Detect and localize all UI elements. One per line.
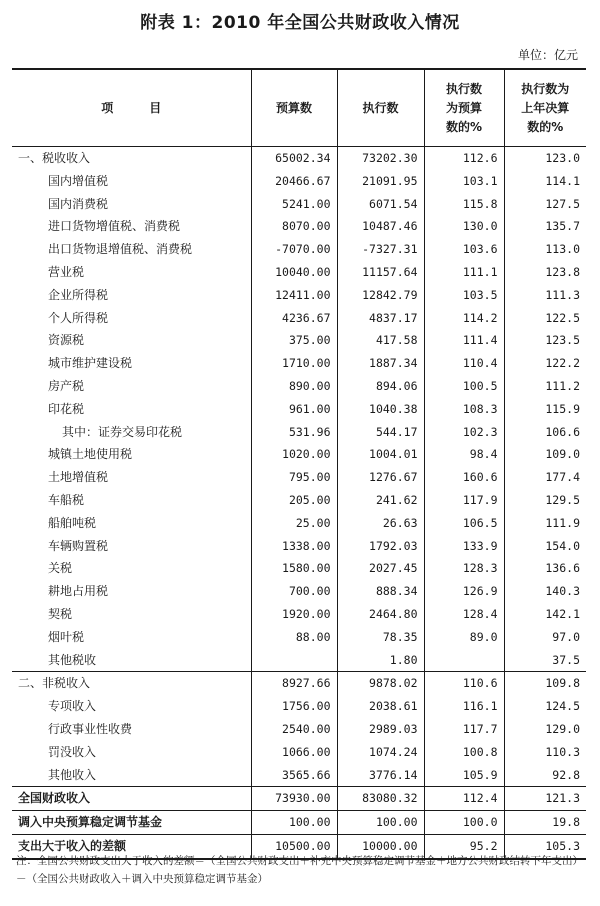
cell-budget: 795.00 <box>251 466 337 489</box>
table-row <box>12 718 586 741</box>
cell-budget: 531.96 <box>251 421 337 444</box>
row-label: 关税 <box>48 561 73 576</box>
table-row <box>12 238 586 261</box>
table-row <box>12 375 586 398</box>
cell-pct-budget: 100.0 <box>424 811 504 835</box>
table-row <box>12 170 586 193</box>
cell-pct-prev: 123.0 <box>504 147 586 170</box>
cell-pct-prev: 123.5 <box>504 329 586 352</box>
cell-pct-prev: 111.9 <box>504 512 586 535</box>
cell-pct-budget: 112.6 <box>424 147 504 170</box>
table-row <box>12 672 586 695</box>
cell-budget: 10500.00 <box>251 834 337 858</box>
header-pct-budget-line1: 执行数 <box>445 81 482 96</box>
cell-pct-budget: 98.4 <box>424 443 504 466</box>
table-row <box>12 741 586 764</box>
cell-pct-budget <box>424 649 504 672</box>
cell-pct-budget: 111.4 <box>424 329 504 352</box>
cell-budget: 1066.00 <box>251 741 337 764</box>
table-row <box>12 261 586 284</box>
table-row <box>12 787 586 811</box>
cell-pct-budget: 100.8 <box>424 741 504 764</box>
table-row <box>12 695 586 718</box>
cell-budget: 1338.00 <box>251 535 337 558</box>
cell-pct-prev: 106.6 <box>504 421 586 444</box>
cell-pct-prev: 136.6 <box>504 557 586 580</box>
cell-budget: 700.00 <box>251 580 337 603</box>
cell-pct-prev: 140.3 <box>504 580 586 603</box>
row-label: 车辆购置税 <box>48 538 109 553</box>
table-row <box>12 466 586 489</box>
cell-actual: 2027.45 <box>337 557 424 580</box>
cell-pct-budget: 115.8 <box>424 193 504 216</box>
cell-budget: 961.00 <box>251 398 337 421</box>
row-label: 城镇土地使用税 <box>48 447 133 462</box>
cell-actual: 9878.02 <box>337 672 424 695</box>
cell-actual: 1004.01 <box>337 443 424 466</box>
cell-pct-budget: 103.6 <box>424 238 504 261</box>
cell-actual: -7327.31 <box>337 238 424 261</box>
row-label: 出口货物退增值税、消费税 <box>48 242 193 257</box>
cell-pct-budget: 128.4 <box>424 603 504 626</box>
cell-pct-budget: 108.3 <box>424 398 504 421</box>
cell-pct-budget: 110.4 <box>424 352 504 375</box>
cell-budget: 88.00 <box>251 626 337 649</box>
cell-actual: 12842.79 <box>337 284 424 307</box>
cell-budget: 1020.00 <box>251 443 337 466</box>
table-row <box>12 649 586 672</box>
cell-pct-budget: 133.9 <box>424 535 504 558</box>
header-pct-prev-line2: 上年决算 <box>521 100 570 115</box>
table-row <box>12 329 586 352</box>
row-label: 契税 <box>48 606 73 621</box>
table-row <box>12 443 586 466</box>
cell-actual: 894.06 <box>337 375 424 398</box>
row-label: 房产税 <box>48 378 85 393</box>
cell-actual: 10487.46 <box>337 215 424 238</box>
cell-pct-budget: 112.4 <box>424 787 504 811</box>
cell-pct-budget: 160.6 <box>424 466 504 489</box>
cell-pct-prev: 110.3 <box>504 741 586 764</box>
row-label: 国内增值税 <box>48 173 109 188</box>
cell-pct-prev: 114.1 <box>504 170 586 193</box>
row-label: 专项收入 <box>48 699 97 714</box>
cell-budget: 375.00 <box>251 329 337 352</box>
cell-actual: 3776.14 <box>337 764 424 787</box>
cell-actual: 1074.24 <box>337 741 424 764</box>
row-label: 其中：证券交易印花税 <box>62 424 183 439</box>
cell-pct-prev: 129.5 <box>504 489 586 512</box>
cell-budget: 3565.66 <box>251 764 337 787</box>
row-label: 耕地占用税 <box>48 584 109 599</box>
cell-pct-prev: 37.5 <box>504 649 586 672</box>
cell-actual: 544.17 <box>337 421 424 444</box>
cell-pct-prev: 109.8 <box>504 672 586 695</box>
row-label: 进口货物增值税、消费税 <box>48 219 181 234</box>
table-row <box>12 512 586 535</box>
row-label: 土地增值税 <box>48 470 109 485</box>
cell-actual: 4837.17 <box>337 307 424 330</box>
row-label: 调入中央预算稳定调节基金 <box>12 811 251 835</box>
page-title: 附表 1：2010 年全国公共财政收入情况 <box>140 13 460 33</box>
cell-pct-prev: 97.0 <box>504 626 586 649</box>
row-label: 国内消费税 <box>48 196 109 211</box>
cell-budget: 8070.00 <box>251 215 337 238</box>
row-label: 一、税收收入 <box>18 151 91 165</box>
cell-pct-prev: 111.3 <box>504 284 586 307</box>
row-label: 营业税 <box>48 264 85 279</box>
cell-pct-prev: 123.8 <box>504 261 586 284</box>
cell-pct-prev: 122.2 <box>504 352 586 375</box>
cell-pct-budget: 116.1 <box>424 695 504 718</box>
cell-actual: 78.35 <box>337 626 424 649</box>
table-row <box>12 352 586 375</box>
cell-pct-prev: 113.0 <box>504 238 586 261</box>
cell-actual: 26.63 <box>337 512 424 535</box>
table-row <box>12 626 586 649</box>
cell-budget: 205.00 <box>251 489 337 512</box>
cell-pct-prev: 142.1 <box>504 603 586 626</box>
cell-pct-prev: 121.3 <box>504 787 586 811</box>
cell-actual: 6071.54 <box>337 193 424 216</box>
table-row <box>12 535 586 558</box>
table-row <box>12 193 586 216</box>
row-label: 个人所得税 <box>48 310 109 325</box>
cell-budget: 1580.00 <box>251 557 337 580</box>
cell-budget: 5241.00 <box>251 193 337 216</box>
row-label: 资源税 <box>48 333 85 348</box>
cell-pct-budget: 128.3 <box>424 557 504 580</box>
cell-pct-prev: 111.2 <box>504 375 586 398</box>
table-row <box>12 603 586 626</box>
revenue-table <box>12 68 586 860</box>
row-label: 行政事业性收费 <box>48 721 133 736</box>
row-label: 支出大于收入的差额 <box>12 834 251 858</box>
cell-pct-budget: 102.3 <box>424 421 504 444</box>
cell-budget: 20466.67 <box>251 170 337 193</box>
cell-actual: 241.62 <box>337 489 424 512</box>
cell-budget: 1710.00 <box>251 352 337 375</box>
header-item: 项 目 <box>12 69 251 147</box>
row-label: 车船税 <box>48 492 85 507</box>
cell-actual: 417.58 <box>337 329 424 352</box>
cell-pct-budget: 114.2 <box>424 307 504 330</box>
table-row <box>12 421 586 444</box>
header-pct-budget-line2: 为预算 <box>445 100 482 115</box>
cell-pct-budget: 95.2 <box>424 834 504 858</box>
row-label: 其他收入 <box>48 767 97 782</box>
cell-budget: 12411.00 <box>251 284 337 307</box>
cell-actual: 83080.32 <box>337 787 424 811</box>
cell-pct-budget: 110.6 <box>424 672 504 695</box>
table-row <box>12 580 586 603</box>
row-label: 全国财政收入 <box>12 787 251 811</box>
header-actual: 执行数 <box>337 69 424 147</box>
cell-pct-prev: 115.9 <box>504 398 586 421</box>
cell-pct-prev: 127.5 <box>504 193 586 216</box>
cell-pct-prev: 105.3 <box>504 834 586 858</box>
table-row <box>12 764 586 787</box>
header-pct-prev-line3: 数的% <box>527 119 564 134</box>
cell-actual: 100.00 <box>337 811 424 835</box>
header-row <box>12 69 586 147</box>
header-budget: 预算数 <box>251 69 337 147</box>
cell-pct-prev: 154.0 <box>504 535 586 558</box>
cell-budget: 4236.67 <box>251 307 337 330</box>
cell-pct-prev: 135.7 <box>504 215 586 238</box>
row-label: 其他税收 <box>48 652 97 667</box>
header-pct-budget-line3: 数的% <box>445 119 483 134</box>
table-row <box>12 811 586 835</box>
table-row <box>12 557 586 580</box>
cell-budget: 65002.34 <box>251 147 337 170</box>
cell-actual: 21091.95 <box>337 170 424 193</box>
cell-actual: 73202.30 <box>337 147 424 170</box>
table-row <box>12 307 586 330</box>
row-label: 城市维护建设税 <box>48 356 133 371</box>
cell-budget: 2540.00 <box>251 718 337 741</box>
cell-budget: 890.00 <box>251 375 337 398</box>
cell-actual: 2464.80 <box>337 603 424 626</box>
cell-pct-prev: 92.8 <box>504 764 586 787</box>
cell-actual: 1792.03 <box>337 535 424 558</box>
table-row <box>12 147 586 170</box>
cell-actual: 888.34 <box>337 580 424 603</box>
cell-pct-budget: 111.1 <box>424 261 504 284</box>
cell-pct-prev: 19.8 <box>504 811 586 835</box>
table-row <box>12 284 586 307</box>
table-row <box>12 489 586 512</box>
cell-pct-budget: 105.9 <box>424 764 504 787</box>
cell-pct-budget: 89.0 <box>424 626 504 649</box>
cell-pct-budget: 117.7 <box>424 718 504 741</box>
cell-pct-budget: 130.0 <box>424 215 504 238</box>
row-label: 企业所得税 <box>48 287 109 302</box>
cell-pct-budget: 103.5 <box>424 284 504 307</box>
cell-pct-prev: 122.5 <box>504 307 586 330</box>
row-label: 二、非税收入 <box>12 672 251 695</box>
cell-actual: 11157.64 <box>337 261 424 284</box>
cell-actual: 1887.34 <box>337 352 424 375</box>
row-label: 罚没收入 <box>48 744 97 759</box>
cell-actual: 10000.00 <box>337 834 424 858</box>
cell-pct-budget: 103.1 <box>424 170 504 193</box>
cell-budget: -7070.00 <box>251 238 337 261</box>
cell-pct-budget: 100.5 <box>424 375 504 398</box>
row-label: 船舶吨税 <box>48 515 97 530</box>
table-row <box>12 215 586 238</box>
cell-budget: 8927.66 <box>251 672 337 695</box>
cell-pct-prev: 109.0 <box>504 443 586 466</box>
footnote: 注：全国公共财政支出大于收入的差额＝（全国公共财政支出＋补充中央预算稳定调节基金＋地方公共财政结转下年支出）－（全国公共财政收入＋调入中央预算稳定调节基金） <box>16 855 583 885</box>
row-label: 烟叶税 <box>48 629 85 644</box>
cell-budget: 73930.00 <box>251 787 337 811</box>
cell-actual: 2038.61 <box>337 695 424 718</box>
cell-pct-prev: 177.4 <box>504 466 586 489</box>
cell-pct-budget: 117.9 <box>424 489 504 512</box>
cell-pct-budget: 106.5 <box>424 512 504 535</box>
header-pct-budget <box>424 69 504 147</box>
cell-budget: 1920.00 <box>251 603 337 626</box>
header-pct-prev <box>504 69 586 147</box>
cell-budget <box>251 649 337 672</box>
cell-actual: 1040.38 <box>337 398 424 421</box>
row-label: 印花税 <box>48 401 85 416</box>
cell-budget: 1756.00 <box>251 695 337 718</box>
unit-label: 单位：亿元 <box>517 48 578 62</box>
cell-budget: 25.00 <box>251 512 337 535</box>
table-row <box>12 398 586 421</box>
cell-pct-budget: 126.9 <box>424 580 504 603</box>
cell-pct-prev: 124.5 <box>504 695 586 718</box>
cell-actual: 1276.67 <box>337 466 424 489</box>
cell-budget: 10040.00 <box>251 261 337 284</box>
header-pct-prev-line1: 执行数为 <box>521 81 570 96</box>
cell-actual: 2989.03 <box>337 718 424 741</box>
cell-actual: 1.80 <box>337 649 424 672</box>
cell-budget: 100.00 <box>251 811 337 835</box>
cell-pct-prev: 129.0 <box>504 718 586 741</box>
